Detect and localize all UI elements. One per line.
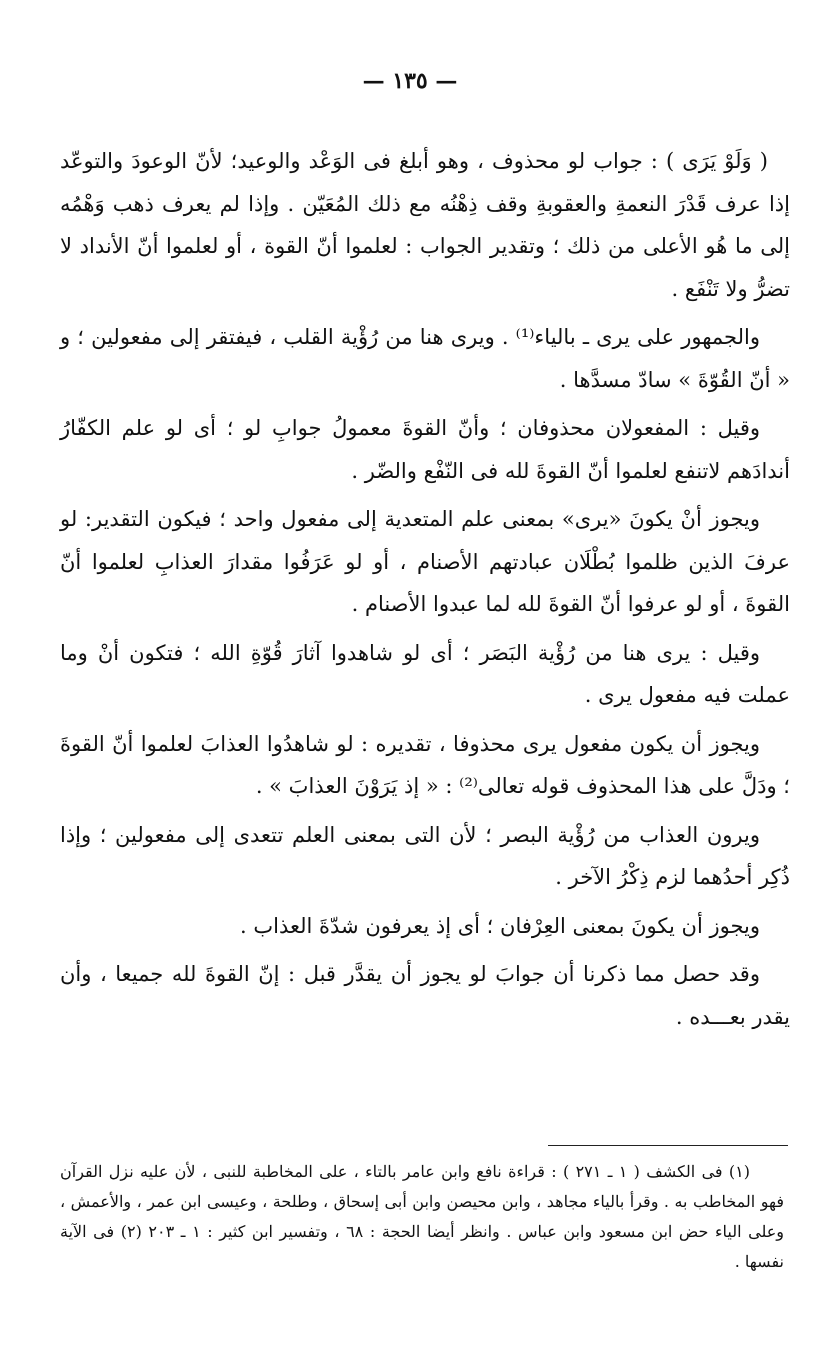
- paragraph: ( وَلَوْ يَرَى ) : جواب لو محذوف ، وهو أبلغ فى الوَعْد والوعيد؛ لأنّ الوعودَ والتوعّد إذا عرف قَدْرَ النعمةِ والعقوبةِ وقف ذِهْنُه مع ذلك المُعَيّن . وإذا لم يعرف ذهب وَهْمُه إلى ما هُو الأعلى من ذلك ؛ وتقدير الجواب : لعلموا أنّ القوة ، أو لعلموا أنّ الأنداد لا تضرُّ ولا تَنْفَع .: [60, 149, 790, 301]
- footnote-divider: [548, 1145, 788, 1146]
- paragraph: ويجوز أن يكونَ بمعنى العِرْفان ؛ أى إذ يعرفون شدّةَ العذاب .: [240, 913, 760, 938]
- main-text: [60, 140, 790, 1044]
- paragraph: ويرون العذاب من رُؤْية البصر ؛ لأن التى بمعنى العلم تتعدى إلى مفعولين ؛ وإذا ذُكِر أحدُهما لزم ذِكْرُ الآخر .: [60, 822, 790, 889]
- paragraph: ويجوز أن يكون مفعول يرى محذوفا ، تقديره : لو شاهدُوا العذابَ لعلموا أنّ القوةَ ؛ ودَلَّ على هذا المحذوف قوله تعالى⁽²⁾ : « إذ يَرَوْنَ العذابَ » .: [60, 731, 790, 798]
- page-number: — ١٣٥ —: [362, 68, 458, 94]
- footnotes: [60, 1157, 784, 1277]
- paragraph: ويجوز أنْ يكونَ «يرى» بمعنى علم المتعدية إلى مفعول واحد ؛ فيكون التقدير: لو عرفَ الذين ظلموا بُطْلَان عبادتهم الأصنام ، أو لو عَرَفُوا مقدارَ العذابِ لعلموا أنّ القوةَ ، أو لو عرفوا أنّ القوةَ لله لما عبدوا الأصنام .: [60, 507, 790, 616]
- footnote: (١) فى الكشف ( ١ ـ ٢٧١ ) : قراءة نافع وابن عامر بالتاء ، على المخاطبة للنبى ، لأن عليه نزل القرآن فهو المخاطب به . وقرأ بالياء مجاهد ، وابن محيصن وابن أبى إسحاق ، وطلحة ، وعيسى ابن عمر ، والأعمش ، وعلى الياء حض ابن مسعود وابن عباس . وانظر أيضا الحجة : ٦٨ ، وتفسير ابن كثير : ١ ـ ٢٠٣ (٢) فى الآية نفسها .: [60, 1162, 785, 1271]
- paragraph: وقد حصل مما ذكرنا أن جوابَ لو يجوز أن يقدَّر قبل : إنّ القوةَ لله جميعا ، وأن يقدر بعـــده .: [60, 962, 790, 1029]
- paragraph: والجمهور على يرى ـ بالياء⁽¹⁾ . ويرى هنا من رُؤْية القلب ، فيفتقر إلى مفعولين ؛ و « أنّ القُوّةَ » سادّ مسدَّها .: [60, 325, 790, 392]
- paragraph: وقيل : يرى هنا من رُؤْية البَصَر ؛ أى لو شاهدوا آثارَ قُوّةِ الله ؛ فتكون أنْ وما عملت فيه مفعول يرى .: [60, 640, 790, 707]
- paragraph: وقيل : المفعولان محذوفان ؛ وأنّ القوةَ معمولُ جوابِ لو ؛ أى لو علم الكفّارُ أندادَهم لاتنفع لعلموا أنّ القوةَ لله فى النّفْع والضّر .: [60, 416, 790, 483]
